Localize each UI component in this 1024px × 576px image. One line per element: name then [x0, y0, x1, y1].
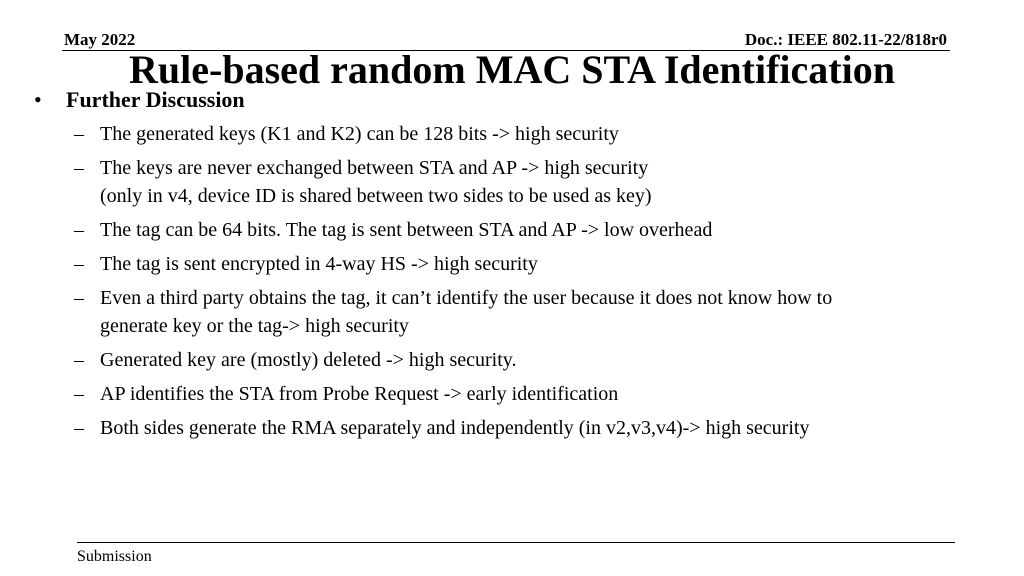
sub-bullet-item	[34, 154, 984, 210]
sub-bullet-text: The tag can be 64 bits. The tag is sent between STA and AP -> low overhead	[100, 219, 713, 241]
footer-submission-label: Submission	[77, 548, 152, 565]
footer-divider	[77, 542, 955, 543]
sub-bullet-item	[34, 414, 984, 442]
sub-bullet-text: Even a third party obtains the tag, it can’t identify the user because it does not know how to	[100, 287, 833, 309]
slide-title: Rule-based random MAC STA Identification	[129, 47, 895, 92]
sub-bullet-text: AP identifies the STA from Probe Request -> early identification	[100, 383, 619, 405]
dash-marker: –	[74, 349, 84, 371]
dash-marker: –	[74, 157, 84, 179]
sub-bullet-text: The tag is sent encrypted in 4-way HS -> high security	[100, 253, 538, 275]
bullet-label: Further Discussion	[66, 87, 245, 112]
sub-bullet-list	[34, 120, 984, 442]
sub-bullet-text: Both sides generate the RMA separately and independently (in v2,v3,v4)-> high security	[100, 417, 810, 439]
sub-bullet-item	[34, 380, 984, 408]
dash-marker: –	[74, 123, 84, 145]
bullet-further-discussion	[34, 86, 984, 114]
slide-content	[34, 86, 984, 448]
sub-bullet-text-continued: generate key or the tag-> high security	[100, 315, 409, 337]
dash-marker: –	[74, 417, 84, 439]
sub-bullet-text-continued: (only in v4, device ID is shared between two sides to be used as key)	[100, 185, 652, 207]
sub-bullet-item	[34, 284, 984, 340]
sub-bullet-item	[34, 346, 984, 374]
dash-marker: –	[74, 383, 84, 405]
sub-bullet-item	[34, 120, 984, 148]
dash-marker: –	[74, 287, 84, 309]
dash-marker: –	[74, 253, 84, 275]
bullet-marker: •	[34, 87, 42, 112]
header-doc-id: Doc.: IEEE 802.11-22/818r0	[744, 30, 947, 49]
sub-bullet-text: The keys are never exchanged between STA and AP -> high security	[100, 157, 649, 179]
sub-bullet-item	[34, 216, 984, 244]
sub-bullet-text: The generated keys (K1 and K2) can be 128 bits -> high security	[100, 123, 619, 145]
header-date: May 2022	[64, 30, 136, 49]
dash-marker: –	[74, 219, 84, 241]
sub-bullet-item	[34, 250, 984, 278]
sub-bullet-text: Generated key are (mostly) deleted -> high security.	[100, 349, 517, 371]
